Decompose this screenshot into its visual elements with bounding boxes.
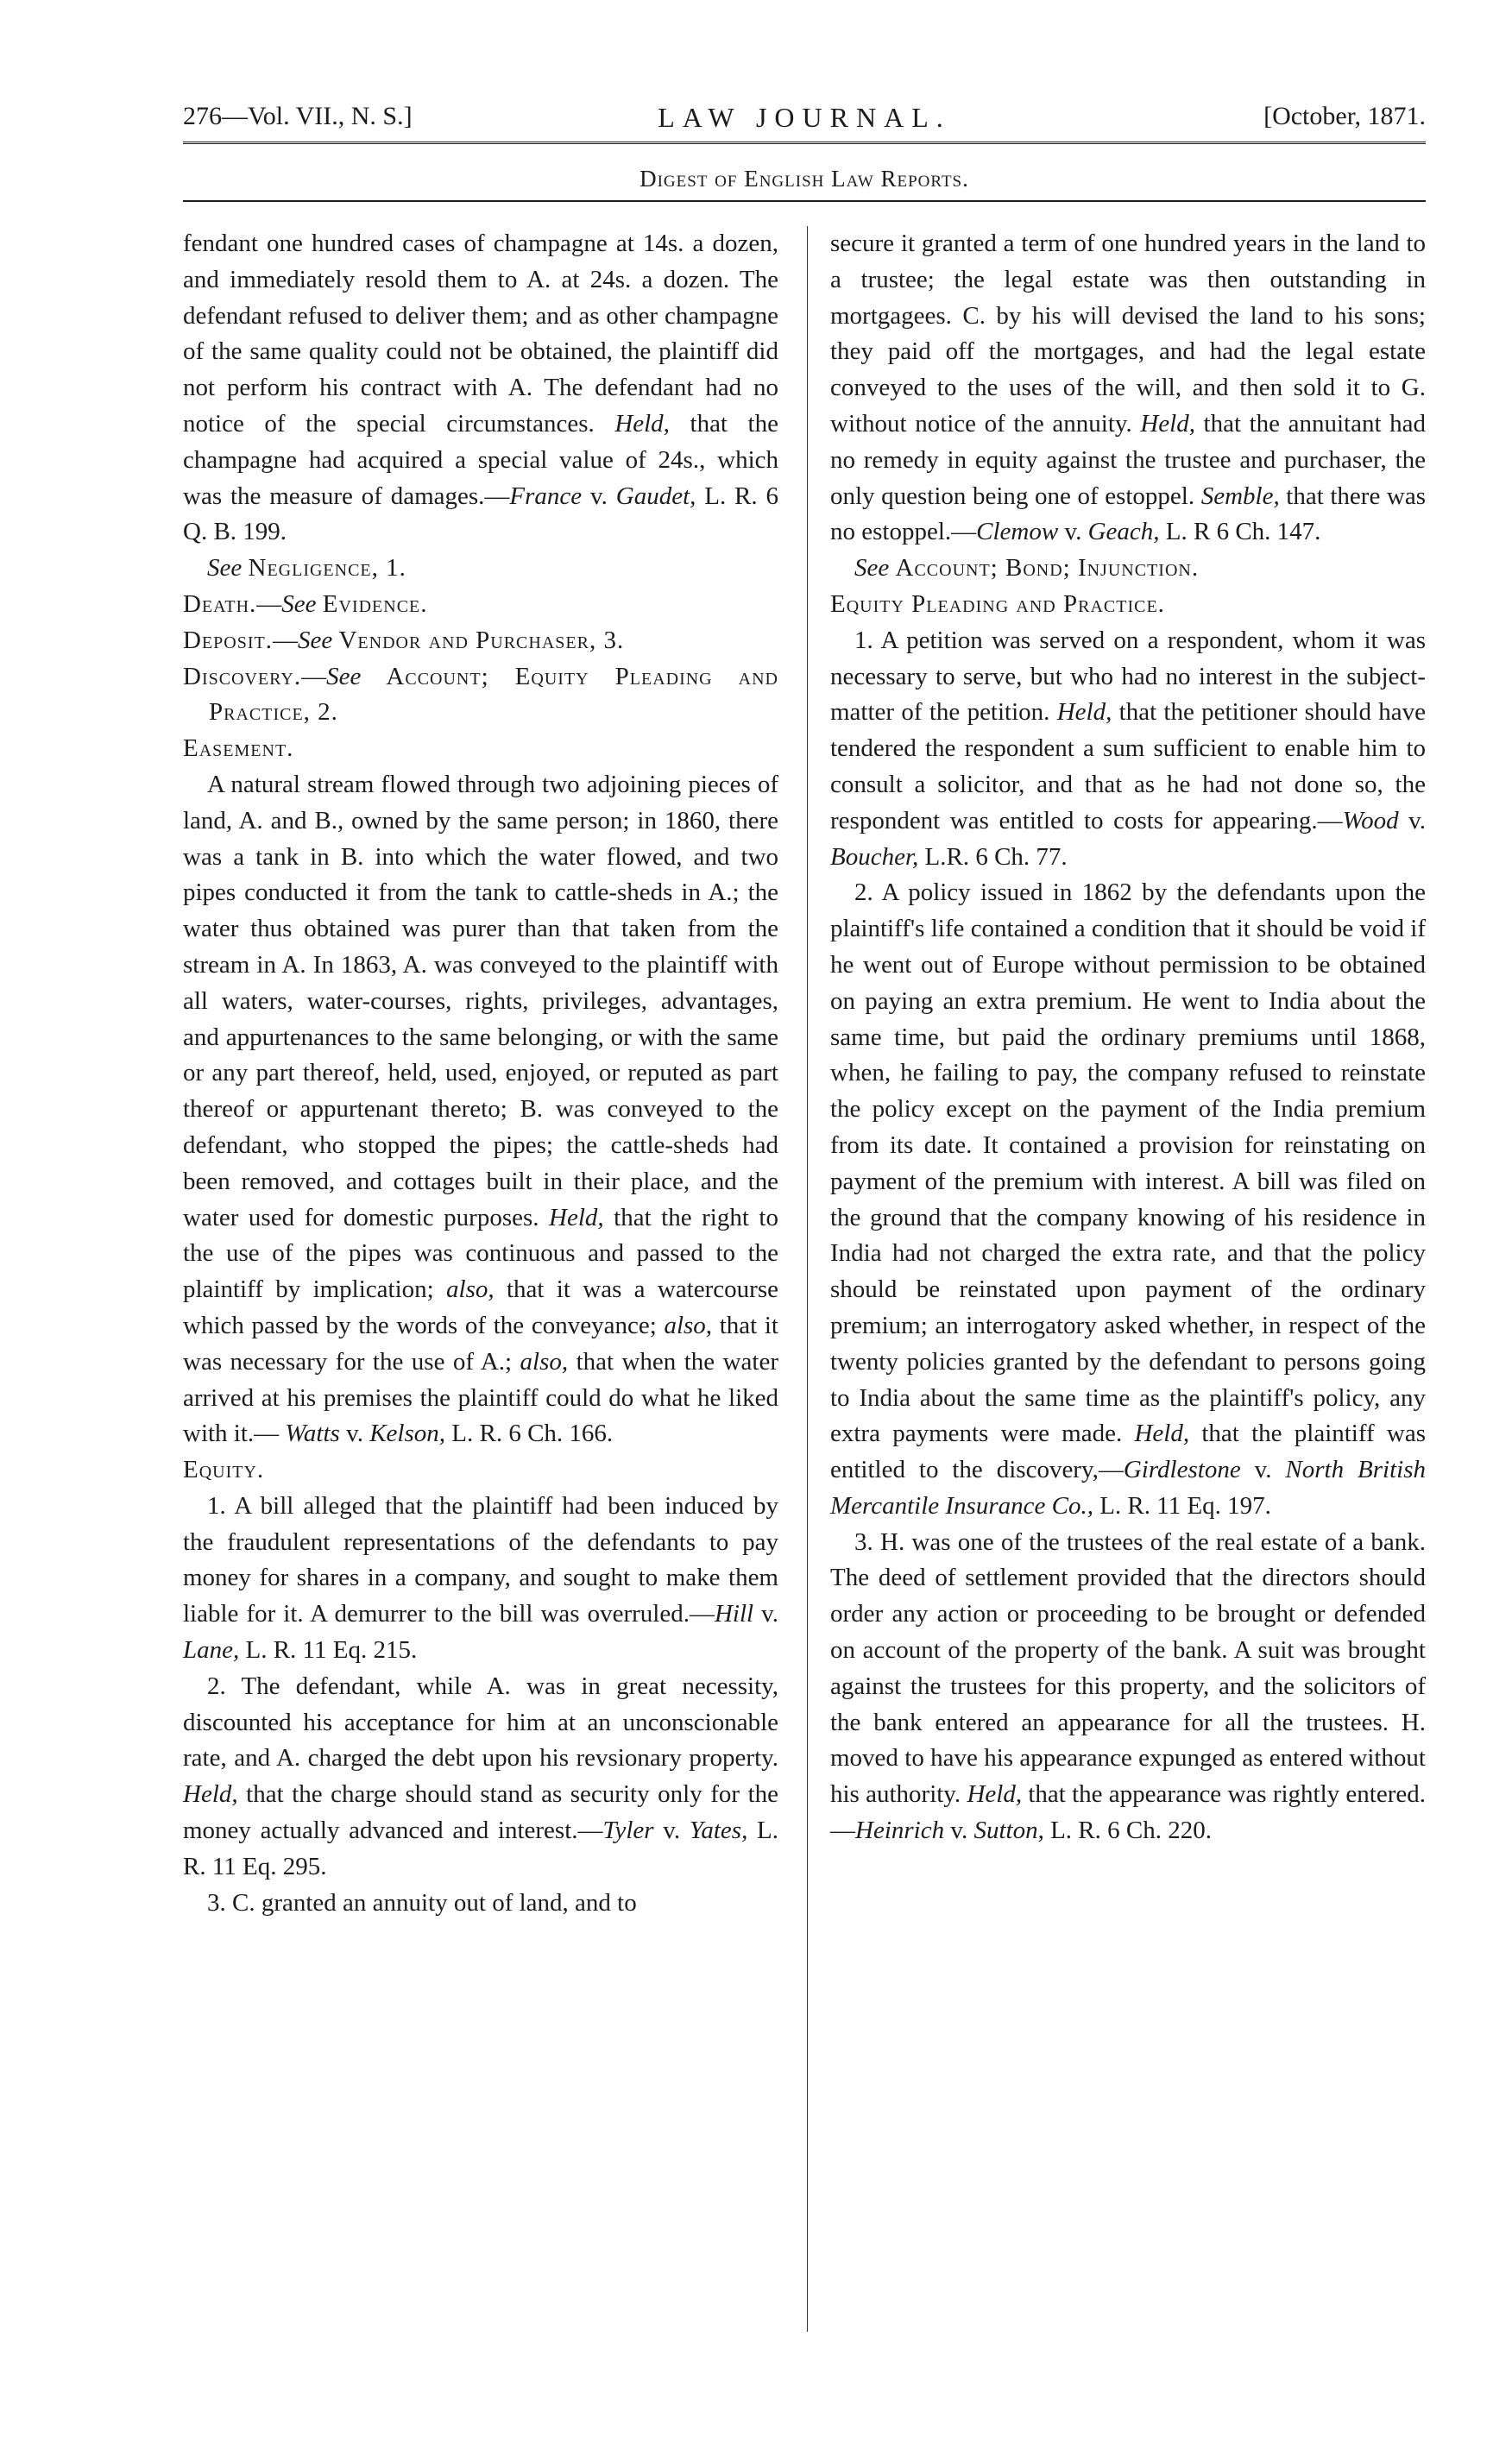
heading-easement: Easement.	[183, 734, 294, 763]
running-header	[183, 102, 1426, 142]
see-also-negligence: See Negligence, 1.	[207, 554, 406, 583]
paragraph-equity-2: 2. The defendant, while A. was in great necessity, discounted his acceptance for him at an unconscionable rate, and A. charged the debt upon his revsionary property. Held, that the charge should stand as security only for the money actually advanced and interest.—Tyler v. Yates, L. R. 11 Eq. 295.	[183, 1672, 779, 1880]
section-title: Digest of English Law Reports.	[639, 166, 969, 192]
paragraph-equity-1: 1. A bill alleged that the plaintiff had been induced by the fraudulent representations of the defendants to pay money for shares in a company, and sought to make them liable for it. A demurrer to the bill was overruled.—Hill v. Lane, L. R. 11 Eq. 215.	[183, 1491, 779, 1665]
journal-title: LAW JOURNAL.	[658, 102, 951, 133]
issue-date: [October, 1871.	[1263, 102, 1426, 130]
page-number-volume: 276—Vol. VII., N. S.]	[183, 102, 413, 130]
heading-discovery: Discovery.—See Account; Equity Pleading and Practice, 2.	[183, 662, 778, 727]
paragraph-epp-2: 2. A policy issued in 1862 by the defendants upon the plaintiff's life contained a condition that it should be void if he went out of Europe without permission to be obtained on paying an extra premium. He went to India about the same time, but paid the ordinary premiums until 1868, when, he failing to pay, the company refused to reinstate the policy except on the payment of the India premium from its date. It contained a provision for reinstating on payment of the premium with interest. A bill was filed on the ground that the company knowing of his residence in India had not charged the extra rate, and that the policy should be reinstated upon payment of the ordinary premium; an interrogatory asked whether, in respect of the twenty policies granted by the defendant to persons going to India about the same time as the plaintiff's policy, any extra payments were made. Held, that the plaintiff was entitled to the discovery,—Girdlestone v. North British Mercantile Insurance Co., L. R. 11 Eq. 197.	[830, 878, 1426, 1520]
heading-death: Death.—See Evidence.	[183, 589, 428, 618]
paragraph-annuity: secure it granted a term of one hundred years in the land to a trustee; the legal estate was then outstanding in mortgagees. C. by his will devised the land to his sons; they paid off the mortgages, and had the legal estate conveyed to the uses of the will, and then sold it to G. without notice of the annuity. Held, that the annuitant had no remedy in equity against the trustee and purchaser, the only question being one of estoppel. Semble, that there was no estoppel.—Clemow v. Geach, L. R 6 Ch. 147.	[830, 230, 1427, 546]
heading-equity-pleading: Equity Pleading and Practice.	[830, 589, 1165, 618]
header-rule	[183, 142, 1426, 144]
column-divider	[807, 226, 808, 2332]
paragraph-epp-1: 1. A petition was served on a respondent, whom it was necessary to serve, but who had no interest in the subject-matter of the petition. Held, that the petitioner should have tendered the respondent a sum sufficient to enable him to consult a solicitor, and that as he had not done so, the respondent was entitled to costs for appearing.—Wood v. Boucher, L.R. 6 Ch. 77.	[830, 626, 1426, 871]
paragraph-easement: A natural stream flowed through two adjoining pieces of land, A. and B., owned by the same person; in 1860, there was a tank in B. into which the water flowed, and two pipes conducted it from the tank to cattle-sheds in A.; the water thus obtained was purer than that taken from the stream in A. In 1863, A. was conveyed to the plaintiff with all waters, water-courses, rights, privileges, advantages, and appurtenances to the same belonging, or with the same or any part thereof, held, used, enjoyed, or reputed as part thereof or appurtenant thereto; B. was conveyed to the defendant, who stopped the pipes; the cattle-sheds had been removed, and cottages built in their place, and the water used for domestic purposes. Held, that the right to the use of the pipes was continuous and passed to the plaintiff by implication; also, that it was a watercourse which passed by the words of the conveyance; also, that it was necessary for the use of A.; also, that when the water arrived at his premises the plaintiff could do what he liked with it.— Watts v. Kelson, L. R. 6 Ch. 166.	[183, 770, 778, 1448]
right-column	[830, 226, 1426, 1849]
paragraph-epp-3: 3. H. was one of the trustees of the real estate of a bank. The deed of settlement provided that the directors should order any action or proceeding to be brought or defended on account of the property of the bank. A suit was brought against the trustees for this property, and the solicitors of the bank entered an appearance for all the trustees. H. moved to have his appearance expunged as entered without his authority. Held, that the appearance was rightly entered.—Heinrich v. Sutton, L. R. 6 Ch. 220.	[830, 1527, 1426, 1845]
left-column	[183, 226, 778, 1921]
heading-deposit: Deposit.—See Vendor and Purchaser, 3.	[183, 626, 625, 654]
heading-equity: Equity.	[183, 1456, 265, 1484]
see-also-account: See Account; Bond; Injunction.	[854, 554, 1200, 583]
paragraph-damages: fendant one hundred cases of champagne at 14s. a dozen, and immediately resold them to A. at 24s. a dozen. The defendant refused to deliver them; and as other champagne of the same quality could not be obtained, the plaintiff did not perform his contract with A. The defendant had no notice of the special circumstances. Held, that the champagne had acquired a special value of 24s., which was the measure of damages.—France v. Gaudet, L. R. 6 Q. B. 199.	[183, 230, 778, 546]
paragraph-equity-3: 3. C. granted an annuity out of land, and to	[207, 1888, 637, 1917]
section-rule	[183, 200, 1426, 202]
